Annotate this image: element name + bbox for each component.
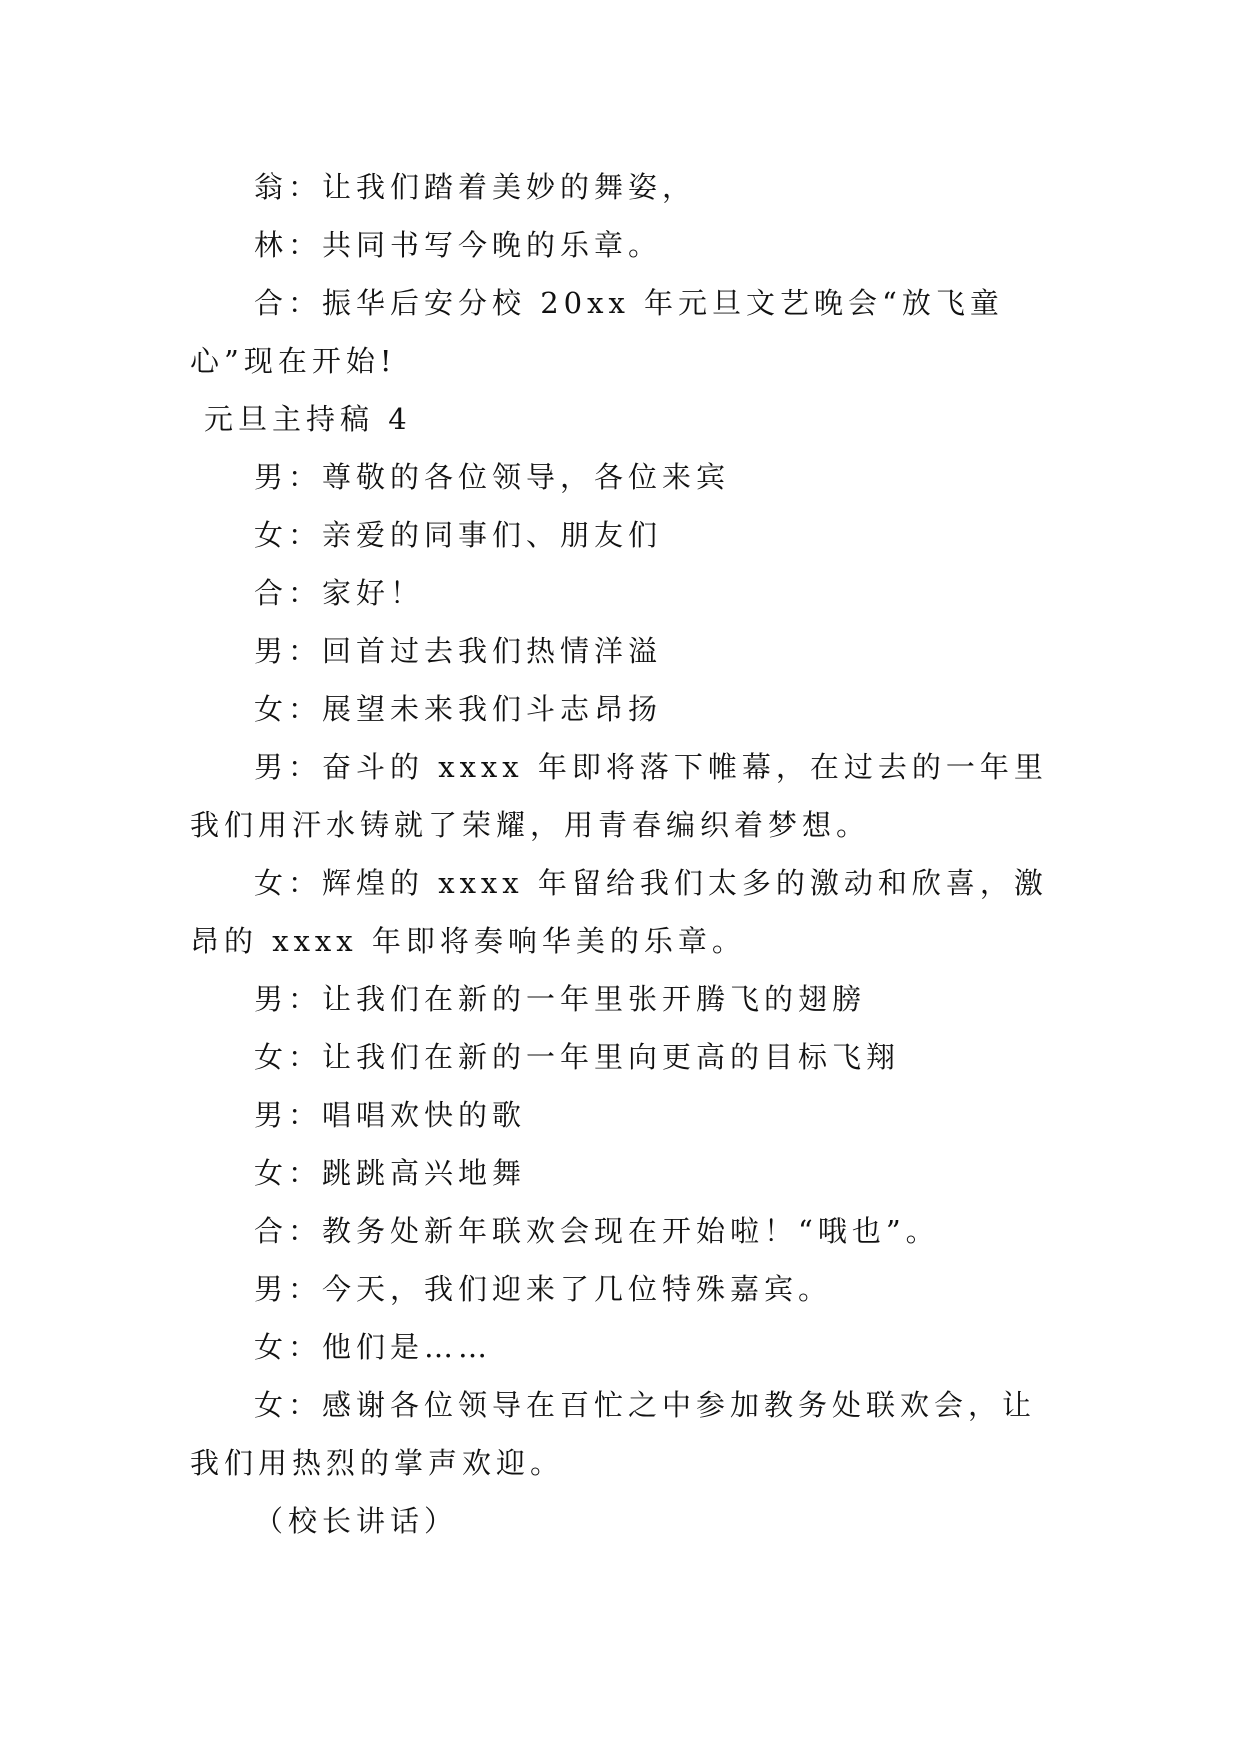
paragraph: 合：家好！ xyxy=(254,576,425,610)
paragraph: 翁：让我们踏着美妙的舞姿， xyxy=(254,170,697,204)
paragraph: 女：亲爱的同事们、朋友们 xyxy=(254,518,663,552)
paragraph: 女：辉煌的 xxxx 年留给我们太多的激动和欣喜，激昂的 xxxx 年即将奏响华美的乐章。 xyxy=(190,866,1048,958)
paragraph: 男：奋斗的 xxxx 年即将落下帷幕，在过去的一年里我们用汗水铸就了荣耀，用青春编织着梦想。 xyxy=(190,750,1048,842)
paragraph: 男：回首过去我们热情洋溢 xyxy=(254,634,663,668)
paragraph: 男：唱唱欢快的歌 xyxy=(254,1098,527,1132)
paragraph: 男：让我们在新的一年里张开腾飞的翅膀 xyxy=(254,982,867,1016)
paragraph: 女：让我们在新的一年里向更高的目标飞翔 xyxy=(254,1040,901,1074)
paragraph: 女：感谢各位领导在百忙之中参加教务处联欢会，让我们用热烈的掌声欢迎。 xyxy=(190,1388,1037,1480)
paragraph: 女：跳跳高兴地舞 xyxy=(254,1156,527,1190)
paragraph: 女：展望未来我们斗志昂扬 xyxy=(254,692,663,726)
document-body xyxy=(190,158,1048,1550)
paragraph: 女：他们是…… xyxy=(254,1330,493,1364)
paragraph: 男：尊敬的各位领导，各位来宾 xyxy=(254,460,731,494)
paragraph: 林：共同书写今晚的乐章。 xyxy=(254,228,663,262)
paragraph: 合：教务处新年联欢会现在开始啦！“哦也”。 xyxy=(254,1214,940,1248)
paragraph: （校长讲话） xyxy=(254,1504,459,1538)
paragraph: 合：振华后安分校 20xx 年元旦文艺晚会“放飞童心”现在开始! xyxy=(190,286,1004,378)
paragraph: 男：今天，我们迎来了几位特殊嘉宾。 xyxy=(254,1272,833,1306)
section-heading: 元旦主持稿 4 xyxy=(204,402,412,436)
